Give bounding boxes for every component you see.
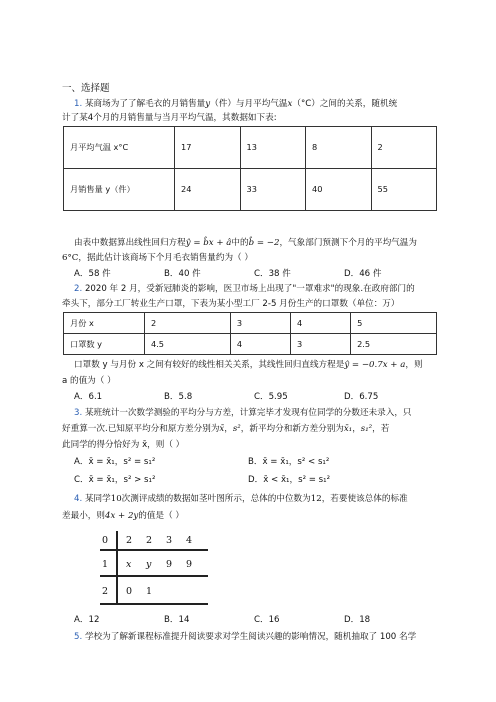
q3-number: 3. [74, 408, 83, 418]
table-cell: 3 [230, 313, 290, 334]
option-b[interactable]: B．14 [164, 615, 190, 625]
q4-line2: 差最小，则4x + 2y的值是（ ） [62, 511, 184, 521]
q1-after-line2: 6°C，据此估计该商场下个月毛衣销售量约为（ ） [62, 253, 253, 263]
table-cell: 8 [306, 127, 372, 169]
option-d[interactable]: D．6.75 [344, 392, 379, 402]
q1-options [74, 269, 434, 280]
q4-line1: 4. 某同学10次测评成绩的数据如茎叶图所示，总体的中位数为12，若要使该总体的标准 [74, 494, 408, 504]
table-row [64, 169, 437, 211]
option-c[interactable]: C．16 [254, 615, 280, 625]
regression-equation: ŷ = b̂x + â [185, 238, 232, 248]
leaf-value: 9 [186, 559, 193, 570]
stem-divider [116, 531, 118, 605]
leaf-value: x [126, 559, 132, 570]
row-divider [100, 603, 208, 605]
table-cell: 3 [290, 334, 350, 355]
option-d[interactable]: D．x̄ < x̄₁，s² = s₁² [248, 475, 331, 485]
table-cell: 2 [145, 313, 231, 334]
option-a[interactable]: A．12 [74, 615, 100, 625]
table-row [64, 127, 437, 169]
option-c[interactable]: C．38 件 [254, 269, 291, 279]
q2-after-line2: a 的值为（ ） [62, 376, 116, 386]
q4-number: 4. [74, 494, 83, 504]
option-b[interactable]: B．x̄ = x̄₁，s² < s₁² [248, 457, 330, 467]
row-divider [100, 575, 208, 577]
table-cell: 17 [175, 127, 241, 169]
option-b[interactable]: B．40 件 [164, 269, 201, 279]
q2-table [63, 312, 437, 355]
option-a[interactable]: A．58 件 [74, 269, 111, 279]
table-cell: 月销售量 y（件） [64, 169, 175, 211]
q4-options [74, 615, 434, 626]
leaf-value: 2 [146, 535, 153, 546]
q1-number: 1. [74, 99, 83, 109]
stem-value: 0 [102, 535, 109, 546]
leaf-value: 1 [146, 586, 153, 597]
q1-line2: 计了某4个月的月销售量与当月平均气温，其数据如下表: [62, 113, 277, 123]
q3-line3: 此同学的得分恰好为 x̄，则（ ） [62, 440, 185, 450]
leaf-value: y [146, 559, 152, 570]
table-cell: 40 [306, 169, 372, 211]
option-b[interactable]: B．5.8 [164, 392, 193, 402]
stem-leaf-plot [100, 531, 208, 605]
leaf-value: 4 [186, 535, 193, 546]
q2-line1: 2. 2020 年 2 月，受新冠肺炎的影响，医卫市场上出现了"一罩难求"的现象.在政府部门的 [74, 284, 415, 294]
table-cell: 5 [351, 313, 437, 334]
section-title: 一、选择题 [62, 83, 110, 94]
leaf-value: 3 [166, 535, 173, 546]
option-c[interactable]: C．x̄ = x̄₁，s² > s₁² [74, 475, 156, 485]
q1-line1: 1. 某商场为了了解毛衣的月销售量y（件）与月平均气温x（°C）之间的关系，随机统 [74, 99, 398, 109]
q2-options [74, 392, 434, 403]
option-d[interactable]: D．18 [344, 615, 371, 625]
stem-value: 2 [102, 586, 109, 597]
q3-line2: 好重算一次.已知原平均分和原方差分别为x̄，s²，新平均分和新方差分别为x̄₁，s₁²，若 [62, 424, 390, 434]
stem-value: 1 [102, 559, 109, 570]
table-cell: 4 [230, 334, 290, 355]
q3-line1: 3. 某班统计一次数学测验的平均分与方差，计算完毕才发现有位同学的分数还未录入，只 [74, 408, 412, 418]
regression-equation: ŷ = −0.7x + a [344, 360, 406, 370]
q5-number: 5. [74, 632, 83, 642]
q2-after-line1: 口罩数 y 与月份 x 之间有较好的线性相关关系，其线性回归直线方程是ŷ = −0.7x + a，则 [74, 360, 423, 370]
option-a[interactable]: A．6.1 [74, 392, 103, 402]
leaf-value: 9 [166, 559, 173, 570]
table-cell: 4 [290, 313, 350, 334]
option-c[interactable]: C．5.95 [254, 392, 288, 402]
table-row [64, 334, 437, 355]
q2-number: 2. [74, 284, 83, 294]
q2-line2: 牵头下，部分工厂转业生产口罩，下表为某小型工厂 2-5 月份生产的口罩数（单位：万） [62, 299, 400, 309]
table-cell: 4.5 [145, 334, 231, 355]
table-cell: 月份 x [64, 313, 145, 334]
q1-after-line1: 由表中数据算出线性回归方程ŷ = b̂x + â中的b̂ = −2，气象部门预测下个月的平均气温为 [74, 238, 417, 248]
table-cell: 2.5 [351, 334, 437, 355]
leaf-value: 0 [126, 586, 133, 597]
table-row [64, 313, 437, 334]
row-divider [100, 549, 208, 551]
table-cell: 月平均气温 x°C [64, 127, 175, 169]
table-cell: 24 [175, 169, 241, 211]
table-cell: 33 [240, 169, 306, 211]
table-cell: 13 [240, 127, 306, 169]
table-cell: 口罩数 y [64, 334, 145, 355]
table-cell: 2 [371, 127, 437, 169]
option-d[interactable]: D．46 件 [344, 269, 382, 279]
table-cell: 55 [371, 169, 437, 211]
q5-line1: 5. 学校为了解新课程标准提升阅读要求对学生阅读兴趣的影响情况，随机抽取了 100 名学 [74, 632, 417, 642]
q1-table [63, 126, 437, 211]
leaf-value: 2 [126, 535, 133, 546]
option-a[interactable]: A．x̄ = x̄₁，s² = s₁² [74, 457, 156, 467]
